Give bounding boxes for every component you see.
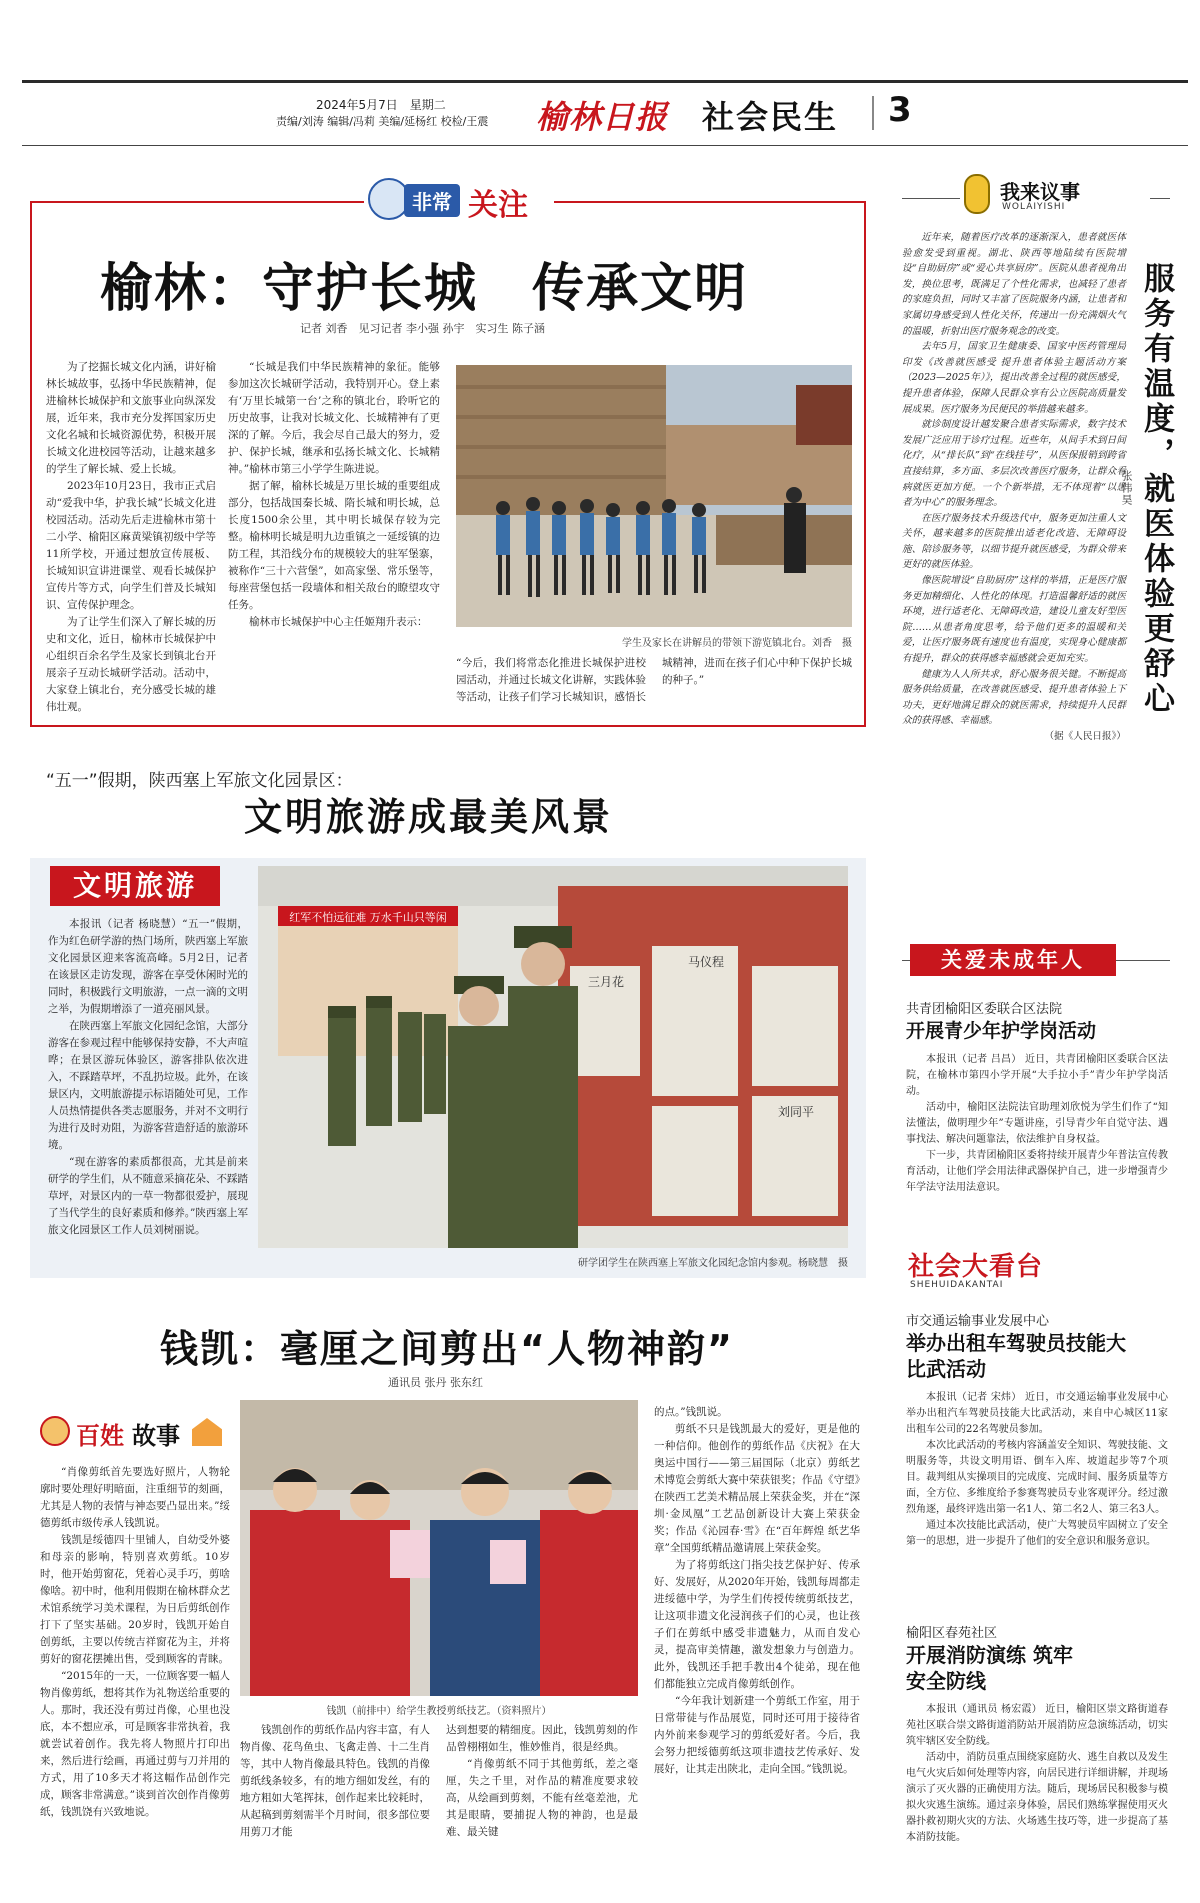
article3-col4 xyxy=(654,1404,860,1884)
article1-col2 xyxy=(228,359,440,703)
article1-col3 xyxy=(456,655,852,707)
article3-col2 xyxy=(240,1722,430,1884)
paragraph: “现在游客的素质都很高，尤其是前来研学的学生们，从不随意采摘花朵、不踩踏草坪，对景区内的一草一物都很爱护，展现了当代学生的良好素质和修养。”陕西塞上军旅文化园景区工作人员刘树丽说。 xyxy=(48,1156,248,1236)
photo-zhenbeitai xyxy=(456,365,852,627)
paragraph: “今后，我们将常态化推进长城保护进校园活动，并通过长城文化讲解，实践体验等活动，让孩子们学习长城知识，感悟长城精神，进而在孩子们心中种下保护长城的种子。” xyxy=(456,657,852,703)
paragraph: “2015年的一天，一位顾客要一幅人物肖像剪纸，想将其作为礼物送给重要的人。那时，我还没有剪过肖像，心里也没底，本不想应承，可是顾客非常执着，我就尝试着创作。我先将人物照片打印出来，然后进行绘画，再通过剪与刀并用的方式，用了10多天才将这幅作品创作完成，顾客非常满意。”谈到首次创作肖像剪纸，钱凯饶有兴致地说。 xyxy=(40,1670,230,1818)
youth-kicker: 共青团榆阳区委联合区法院 xyxy=(906,1002,1063,1017)
issue-date: 2024年5月7日 星期二 xyxy=(316,98,446,112)
youth-body xyxy=(906,1052,1168,1224)
paragraph: “今年我计划新建一个剪纸工作室，用于日常带徒与作品展览，同时还可用于接待省内外前来参观学习的剪纸爱好者。今后，我会努力把绥德剪纸这项非遗技艺传承好、发展好，让其走出陕北，走向全国。”钱凯说。 xyxy=(654,1695,860,1775)
photo1-caption: 学生及家长在讲解员的带领下游览镇北台。刘香 摄 xyxy=(622,638,852,649)
youth-title: 开展青少年护学岗活动 xyxy=(906,1020,1097,1042)
paragraph: 像医院增设“自助厨房”这样的举措，正是医疗服务更加精细化、人性化的体现。打造温馨舒适的就医环境，进行适老化、无障碍改造，建设儿童友好型医院……从患者角度思考，给予他们更多的温暖和关爱，让医疗服务既有速度也有温度，实现身心健康都有提升，群众的获得感幸福感就会更加充实。 xyxy=(902,575,1126,665)
masthead-bottom-rule xyxy=(22,145,1188,146)
story-people-icon xyxy=(40,1416,70,1446)
opinion-author: 张伟昊 xyxy=(1120,470,1133,506)
youth-banner: 关爱未成年人 xyxy=(910,944,1116,976)
photo2-caption: 研学团学生在陕西塞上军旅文化园纪念馆内参观。杨晓慧 摄 xyxy=(578,1258,848,1269)
photo-paper-cutting xyxy=(240,1400,638,1696)
opinion-title: 服务有温度，就医体验更舒心 xyxy=(1138,262,1174,717)
paragraph: 为了将剪纸这门指尖技艺保护好、传承好、发展好，从2020年开始，钱凯每周都走进绥德中学，为学生们传授传统剪纸技艺，让这项非遗文化浸润孩子们的心灵，也让孩子们在剪纸中感受非遗魅力，从而自发心灵，提高审美情趣，激发想象力与创造力。此外，钱凯还手把手教出4个徒弟，现在他们都能独立完成肖像剪纸创作。 xyxy=(654,1559,860,1690)
story-house-icon xyxy=(192,1418,222,1446)
society-story1-kicker: 市交通运输事业发展中心 xyxy=(906,1314,1050,1329)
paragraph: 为了让学生们深入了解长城的历史和文化，近日，榆林市长城保护中心组织百余名学生及家长到镇北台开展亲子互动长城研学活动。活动中，大家登上镇北台，充分感受长城的雄伟壮观。 xyxy=(46,616,216,713)
paragraph: 通过本次技能比武活动，使广大驾驶员牢固树立了安全第一的思想，进一步提升了他们的安全意识和服务意识。 xyxy=(906,1520,1168,1547)
paragraph: 钱凯创作的剪纸作品内容丰富，有人物肖像、花鸟鱼虫、飞禽走兽、十二生肖等，其中人物肖像最具特色。钱凯的肖像剪纸线条较多，有的地方细如发丝，有的地方粗如大笔挥抹，创作起来比较耗时，从起稿到剪刻需半个月时间，很多部位要用剪刀才能 xyxy=(240,1724,430,1838)
paragraph: 本报讯（记者 宋炜） 近日，市交通运输事业发展中心举办出租汽车驾驶员技能大比武活动，来自中心城区11家出租车公司的22名驾驶员参加。 xyxy=(906,1392,1168,1435)
paragraph: 达到想要的精细度。因此，钱凯剪刻的作品曾栩栩如生，惟妙惟肖，很是经典。 xyxy=(446,1724,638,1753)
paragraph: 剪纸不只是钱凯最大的爱好，更是他的一种信仰。他创作的剪纸作品《庆祝》在大奥运中国行——第三届国际（北京）剪纸艺术博览会剪纸大赛中荣获银奖；作品《守望》在陕西工艺美术精品展上荣获金奖，并在“深圳·金凤凰”工艺品创新设计大赛上荣获金奖；作品《沁园春·雪》在“百年辉煌 纸艺华章”全国剪纸精品邀请展上荣获金奖。 xyxy=(654,1423,860,1554)
paper-name-logo: 榆林日报 xyxy=(536,98,669,136)
masthead-top-rule xyxy=(22,80,1188,83)
paragraph: 本次比武活动的考核内容涵盖安全知识、驾驶技能、文明服务等，共设文明用语、倒车入库、坡道起步等7个项目。裁判组从实操项目的完成度、完成时间、服务质量等方面，全方位、多维度给予参赛驾驶员专业客观评分。经过激烈角逐，最终评选出第一名1人、第二名2人、第三名3人。 xyxy=(906,1440,1168,1515)
photo-museum-visit xyxy=(258,866,848,1248)
opinion-tag xyxy=(960,170,1150,220)
paragraph: 健康为人人所共求，舒心服务很关键。不断提高服务供给质量，在改善就医感受、提升患者体验上下功夫，更好地满足群众的就医需求，持续提升人民群众的获得感、幸福感。 xyxy=(902,668,1126,727)
opinion-body xyxy=(902,230,1126,870)
page-number: 3 xyxy=(888,90,912,130)
article2-kicker: “五一”假期，陕西塞上军旅文化园景区： xyxy=(46,771,353,791)
paragraph: 榆林市长城保护中心主任姬翔升表示： xyxy=(249,616,428,628)
wall-name-1: 马仪程 xyxy=(688,955,725,969)
paragraph: 本报讯（通讯员 杨宏霞） 近日，榆阳区崇文路街道春苑社区联合崇文路街道消防站开展消防应急演练活动，切实筑牢辖区安全防线。 xyxy=(906,1704,1168,1747)
editors-line: 责编/刘涛 编辑/冯莉 美编/延杨红 校检/王震 xyxy=(276,115,489,128)
story-tag-left: 百姓 xyxy=(76,1422,124,1450)
paragraph: 的点。”钱凯说。 xyxy=(654,1406,728,1418)
article1-byline: 记者 刘香 见习记者 李小强 孙宇 实习生 陈子涵 xyxy=(300,322,545,335)
paragraph: 下一步，共青团榆阳区委将持续开展青少年普法宣传教育活动，让他们学会用法律武器保护自己，进一步增强青少年学法守法用法意识。 xyxy=(906,1150,1168,1193)
opinion-tag-title: 我来议事 xyxy=(1000,180,1080,204)
society-banner xyxy=(908,1246,1128,1298)
paragraph: 活动中，榆阳区法院法官助理刘欣悦为学生们作了“知法懂法，做明理少年”专题讲座，引导青少年自觉守法、遇事找法、解决问题靠法，依法维护自身权益。 xyxy=(906,1102,1168,1145)
wall-name-3: 三月花 xyxy=(588,975,625,989)
paragraph: 为了挖掘长城文化内涵，讲好榆林长城故事，弘扬中华民族精神，促进榆林长城保护和文旅事业向纵深发展，近年来，我市充分发挥国家历史文化名城和长城资源优势，积极开展长城文化进校园等活动，让越来越多的学生了解长城、爱上长城。 xyxy=(46,361,216,475)
article2-body xyxy=(48,916,248,1272)
article1-title: 榆林：守护长城 传承文明 xyxy=(100,259,749,319)
badge-text-right: 关注 xyxy=(468,188,528,223)
paragraph: 近年来，随着医疗改革的逐渐深入，患者就医体验愈发受到重视。湖北、陕西等地陆续有医院增设“自助厨房”或“爱心共享厨房”。医院从患者视角出发，换位思考，既满足了个性化需求，也减轻了患者的家庭负担，同时又丰富了医院服务内涵，让患者和家属切身感受到人性化关怀，传递出一份充满烟火气的温暖，折射出医疗服务观念的改变。 xyxy=(902,232,1126,337)
paragraph: 2023年10月23日，我市正式启动“爱我中华，护我长城”长城文化进校园活动。活动先后走进榆林市第十二小学、榆阳区麻黄梁镇初级中学等11所学校，开通过想放宣传展板、长城知识宣讲进课堂、观看长城保护宣传片等方式，向学生们普及长城知识、宣传保护理念。 xyxy=(46,480,216,611)
article3-title: 钱凯：毫厘之间剪出“人物神韵” xyxy=(160,1327,734,1371)
article1-col1 xyxy=(46,359,216,713)
paragraph: “肖像剪纸不同于其他剪纸，差之毫厘，失之千里，对作品的精准度要求较高，从绘画到剪刻，不能有丝毫差池，尤其是眼睛，要捕捉人物的神韵，也是最难、最关键 xyxy=(446,1758,638,1838)
article3-byline: 通讯员 张丹 张东红 xyxy=(388,1376,483,1389)
society-story2-kicker: 榆阳区春苑社区 xyxy=(906,1626,998,1641)
article3-col3 xyxy=(446,1722,638,1884)
paragraph: 活动中，消防员重点围绕家庭防火、逃生自救以及发生电气火灾后如何处理等内容，向居民进行详细讲解，并现场演示了灭火器的正确使用方法。随后，现场居民积极参与模拟火灾逃生演练。通过亲身体验，居民们熟练掌握使用灭火器扑救初期火灾的方法、火场逃生技巧等，进一步提高了基本消防技能。 xyxy=(906,1752,1168,1843)
paragraph: “长城是我们中华民族精神的象征。能够参加这次长城研学活动，我特别开心。登上素有‘万里长城第一台’之称的镇北台，聆听它的历史故事，让我对长城文化、长城精神有了更深的了解。今后，我会尽自己最大的努力，爱护、保护长城，继承和弘扬长城文化、长城精神。”榆林市第三小学学生陈进说。 xyxy=(228,361,440,475)
paragraph: “肖像剪纸首先要选好照片，人物轮廓时要处理好明暗面，注重细节的刻画，尤其是人物的表情与神态要凸显出来。”绥德剪纸市级传承人钱凯说。 xyxy=(40,1466,230,1529)
photo-museum-scene xyxy=(258,866,848,1248)
paragraph: 据了解，榆林长城是万里长城的重要组成部分，包括战国秦长城、隋长城和明长城，总长度1500余公里，其中明长城保存较为完整。榆林明长城是明九边重镇之一延绥镇的边防工程，其沿线分布的规模较大的驻军堡寨，被称作“三十六营堡”，如高家堡、常乐堡等，每座营堡包括一段墙体和相关敌台的瞭望攻守任务。 xyxy=(228,480,440,611)
opinion-source: （据《人民日报》） xyxy=(1044,731,1126,742)
article2-tag: 文明旅游 xyxy=(50,866,220,906)
paragraph: 在医疗服务技术升级迭代中，服务更加注重人文关怀，越来越多的医院推出适老化改造、无障碍设施、陪诊服务等，以细节提升就医感受，为群众带来更好的就医体验。 xyxy=(902,512,1126,571)
paragraph: 去年5月，国家卫生健康委、国家中医药管理局印发《改善就医感受 提升患者体验主题活动方案（2023—2025年）》，提出改善全过程的就医感受，提升患者体验，保障人民群众享有公立医院高质量发展成果。医疗服务为民便民的举措越来越多。 xyxy=(902,341,1126,415)
photo3-caption: 钱凯（前排中）给学生教授剪纸技艺。（资料照片） xyxy=(326,1706,552,1717)
wall-name-2: 刘同平 xyxy=(778,1105,815,1119)
badge-text-left: 非常 xyxy=(404,184,460,217)
paragraph: 就诊制度设计越发聚合患者实际需求，数字技术发展广泛应用于诊疗过程。近些年，从间手术到日间化疗，从“排长队”到“在线挂号”，从医保报销到跨省直接结算，多方面、多层次改善医疗服务，让群众看病就医更加方便。一个个新举措，无不体现着“以患者为中心”的服务理念。 xyxy=(902,419,1126,509)
paragraph: 本报讯（记者 杨晓慧）“五一”假期，作为红色研学游的热门场所，陕西塞上军旅文化园景区迎来客流高峰。5月2日，记者在该景区走访发现，游客在享受休闲时光的同时，积极践行文明旅游，一点一滴的文明之举，为假期增添了一道亮丽风景。 xyxy=(48,918,248,1015)
society-banner-pinyin: SHEHUIDAKANTAI xyxy=(910,1280,1004,1290)
article2-title: 文明旅游成最美风景 xyxy=(244,795,614,839)
society-story1-title: 举办出租车驾驶员技能大比武活动 xyxy=(906,1331,1126,1381)
story-tag xyxy=(40,1412,230,1452)
feature-badge xyxy=(364,172,554,228)
paragraph: 在陕西塞上军旅文化园纪念馆，大部分游客在参观过程中能够保持安静，不大声喧哗；在景区游玩体验区，游客排队依次进入，不踩踏草坪，不乱扔垃圾。此外，在该景区内，文明旅游提示标语随处可见，工作人员热情提供各类志愿服务，并对不文明行为进行及时劝阻，为游客营造舒适的旅游环境。 xyxy=(48,1020,248,1151)
story-tag-right: 故事 xyxy=(132,1422,180,1450)
paragraph: 钱凯是绥德四十里铺人，自幼受外婆和母亲的影响，特别喜欢剪纸。10岁时，他开始剪窗花，凭着心灵手巧，剪啥像啥。初中时，他利用假期在榆林群众艺术馆系统学习美术课程，为日后剪纸创作打下了坚实基础。20岁时，钱凯开始自创剪纸，主要以传统吉祥窗花为主，并将剪好的窗花摆摊出售，受到顾客的青睐。 xyxy=(40,1534,230,1665)
section-name: 社会民生 xyxy=(702,98,839,136)
photo-zhenbeitai-scene xyxy=(456,365,852,627)
opinion-tag-pinyin: WOLAIYISHI xyxy=(1002,202,1066,212)
society-story2-title: 开展消防演练 筑牢安全防线 xyxy=(906,1643,1073,1693)
society-banner-title: 社会大看台 xyxy=(908,1252,1044,1282)
photo-paper-cutting-scene xyxy=(240,1400,638,1696)
exhibit-banner-text: 红军不怕远征难 万水千山只等闲 xyxy=(289,911,447,924)
paragraph: 本报讯（记者 吕昌） 近日，共青团榆阳区委联合区法院，在榆林市第四小学开展“大手拉小手”青少年护学岗活动。 xyxy=(906,1054,1168,1097)
society-story1-body xyxy=(906,1390,1168,1596)
microphone-icon xyxy=(964,174,990,214)
article3-col1 xyxy=(40,1464,230,1884)
society-story2-body xyxy=(906,1702,1168,1884)
section-divider xyxy=(872,96,874,130)
